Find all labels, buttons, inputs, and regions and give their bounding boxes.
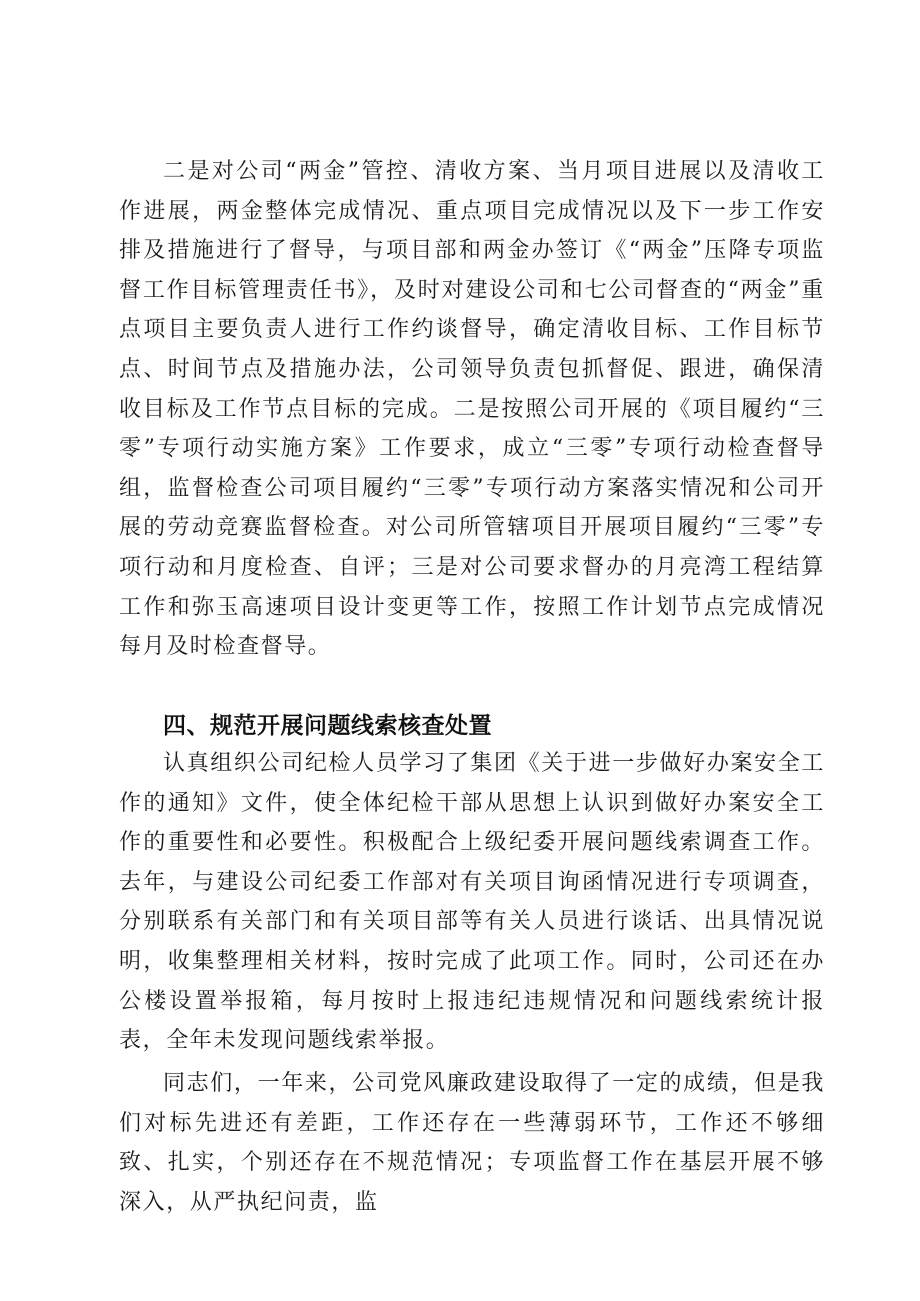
section-heading-four: 四、规范开展问题线索核查处置: [163, 713, 492, 739]
paragraph-clue-verification: 认真组织公司纪检人员学习了集团《关于进一步做好办案安全工作的通知》文件，使全体纪检干部从思想上认识到做好办案安全工作的重要性和必要性。积极配合上级纪委开展问题线索调查工作。去年，与建设公司纪委工作部对有关项目询函情况进行专项调查，分别联系有关部门和有关项目部等有关人员进行谈话、出具情况说明，收集整理相关材料，按时完成了此项工作。同时，公司还在办公楼设置举报箱，每月按时上报违纪违规情况和问题线索统计报表，全年未发现问题线索举报。: [119, 751, 825, 1054]
paragraph-supervision-work: 二是对公司“两金”管控、清收方案、当月项目进展以及清收工作进展，两金整体完成情况、重点项目完成情况以及下一步工作安排及措施进行了督导，与项目部和两金办签订《“两金”压降专项监督工作目标管理责任书》，及时对建设公司和七公司督查的“两金”重点项目主要负责人进行工作约谈督导，确定清收目标、工作目标节点、时间节点及措施办法，公司领导负责包抓督促、跟进，确保清收目标及工作节点目标的完成。二是按照公司开展的《项目履约“三零”专项行动实施方案》工作要求，成立“三零”专项行动检查督导组，监督检查公司项目履约“三零”专项行动方案落实情况和公司开展的劳动竞赛监督检查。对公司所管辖项目开展项目履约“三零”专项行动和月度检查、自评；三是对公司要求督办的月亮湾工程结算工作和弥玉高速项目设计变更等工作，按照工作计划节点完成情况每月及时检查督导。: [119, 159, 825, 660]
paragraph-comrades-summary: 同志们，一年来，公司党风廉政建设取得了一定的成绩，但是我们对标先进还有差距，工作还存在一些薄弱环节，工作还不够细致、扎实，个别还存在不规范情况；专项监督工作在基层开展不够深入，从严执纪问责，监: [119, 1071, 825, 1215]
document-body: [119, 152, 825, 1222]
